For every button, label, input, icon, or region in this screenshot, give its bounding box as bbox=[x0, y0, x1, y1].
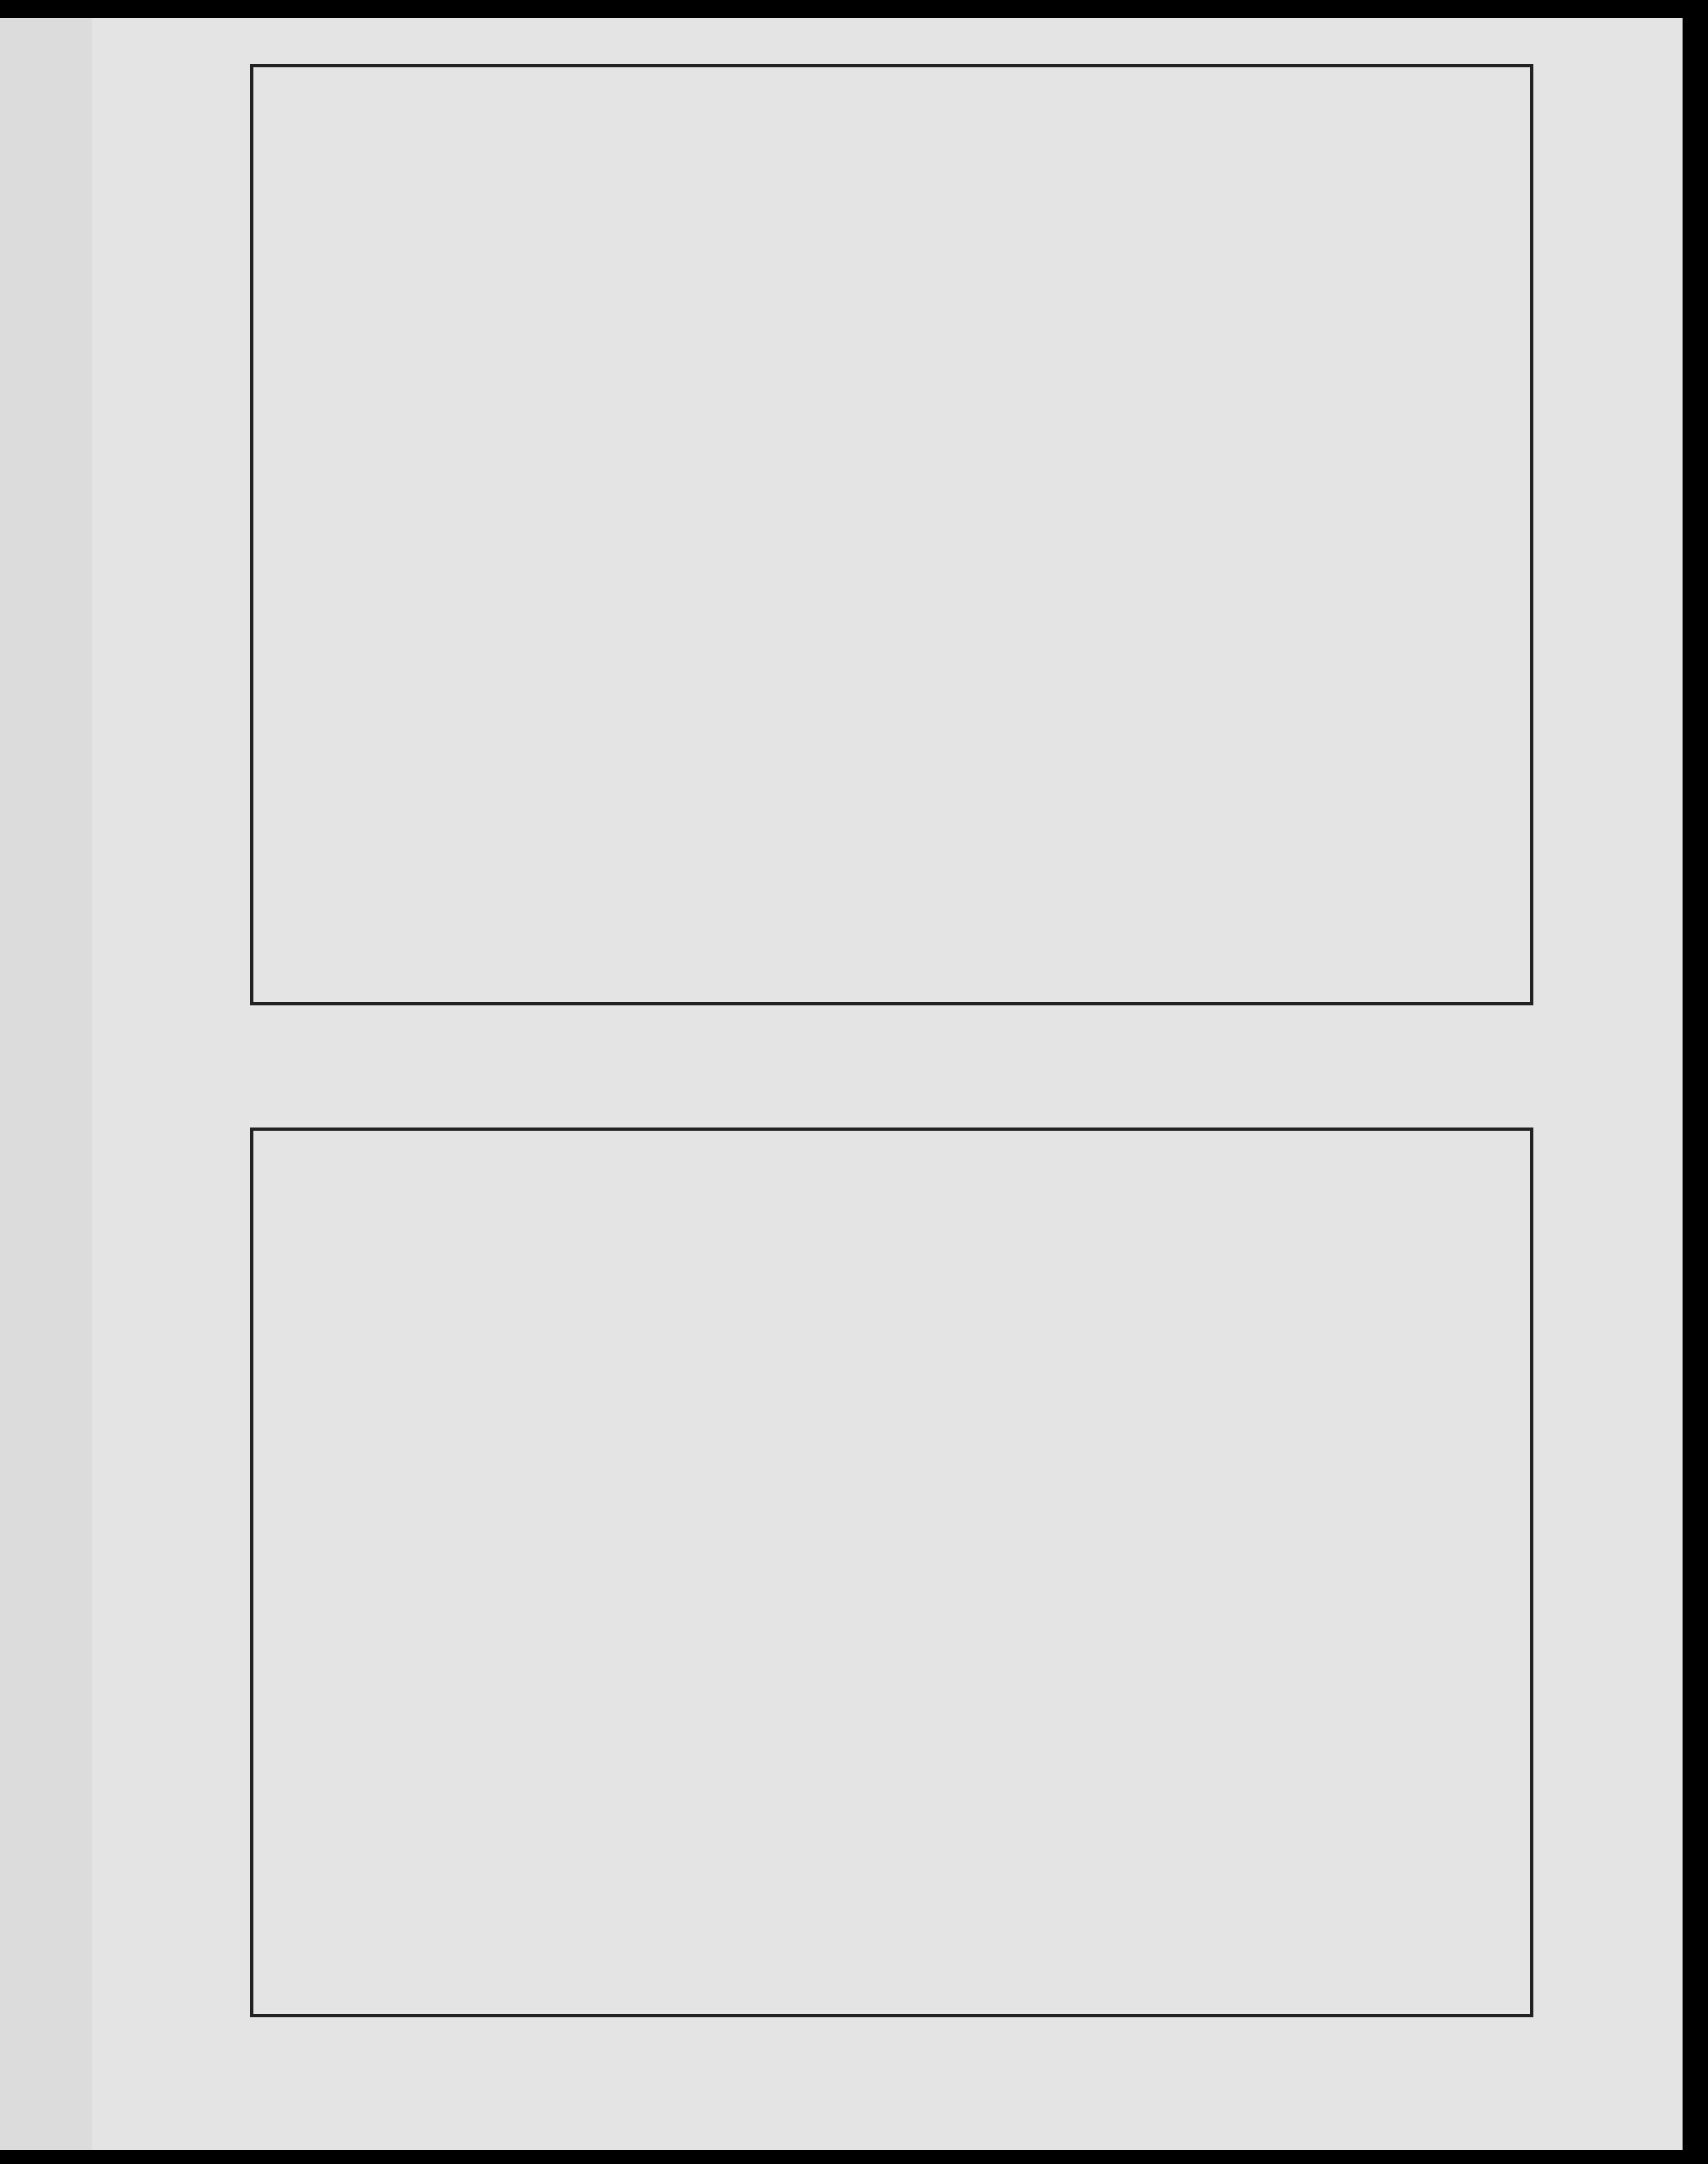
death-record-form-bottom bbox=[250, 1128, 1533, 2017]
page-left-strip bbox=[0, 18, 92, 2150]
death-record-form-top bbox=[250, 64, 1533, 1005]
